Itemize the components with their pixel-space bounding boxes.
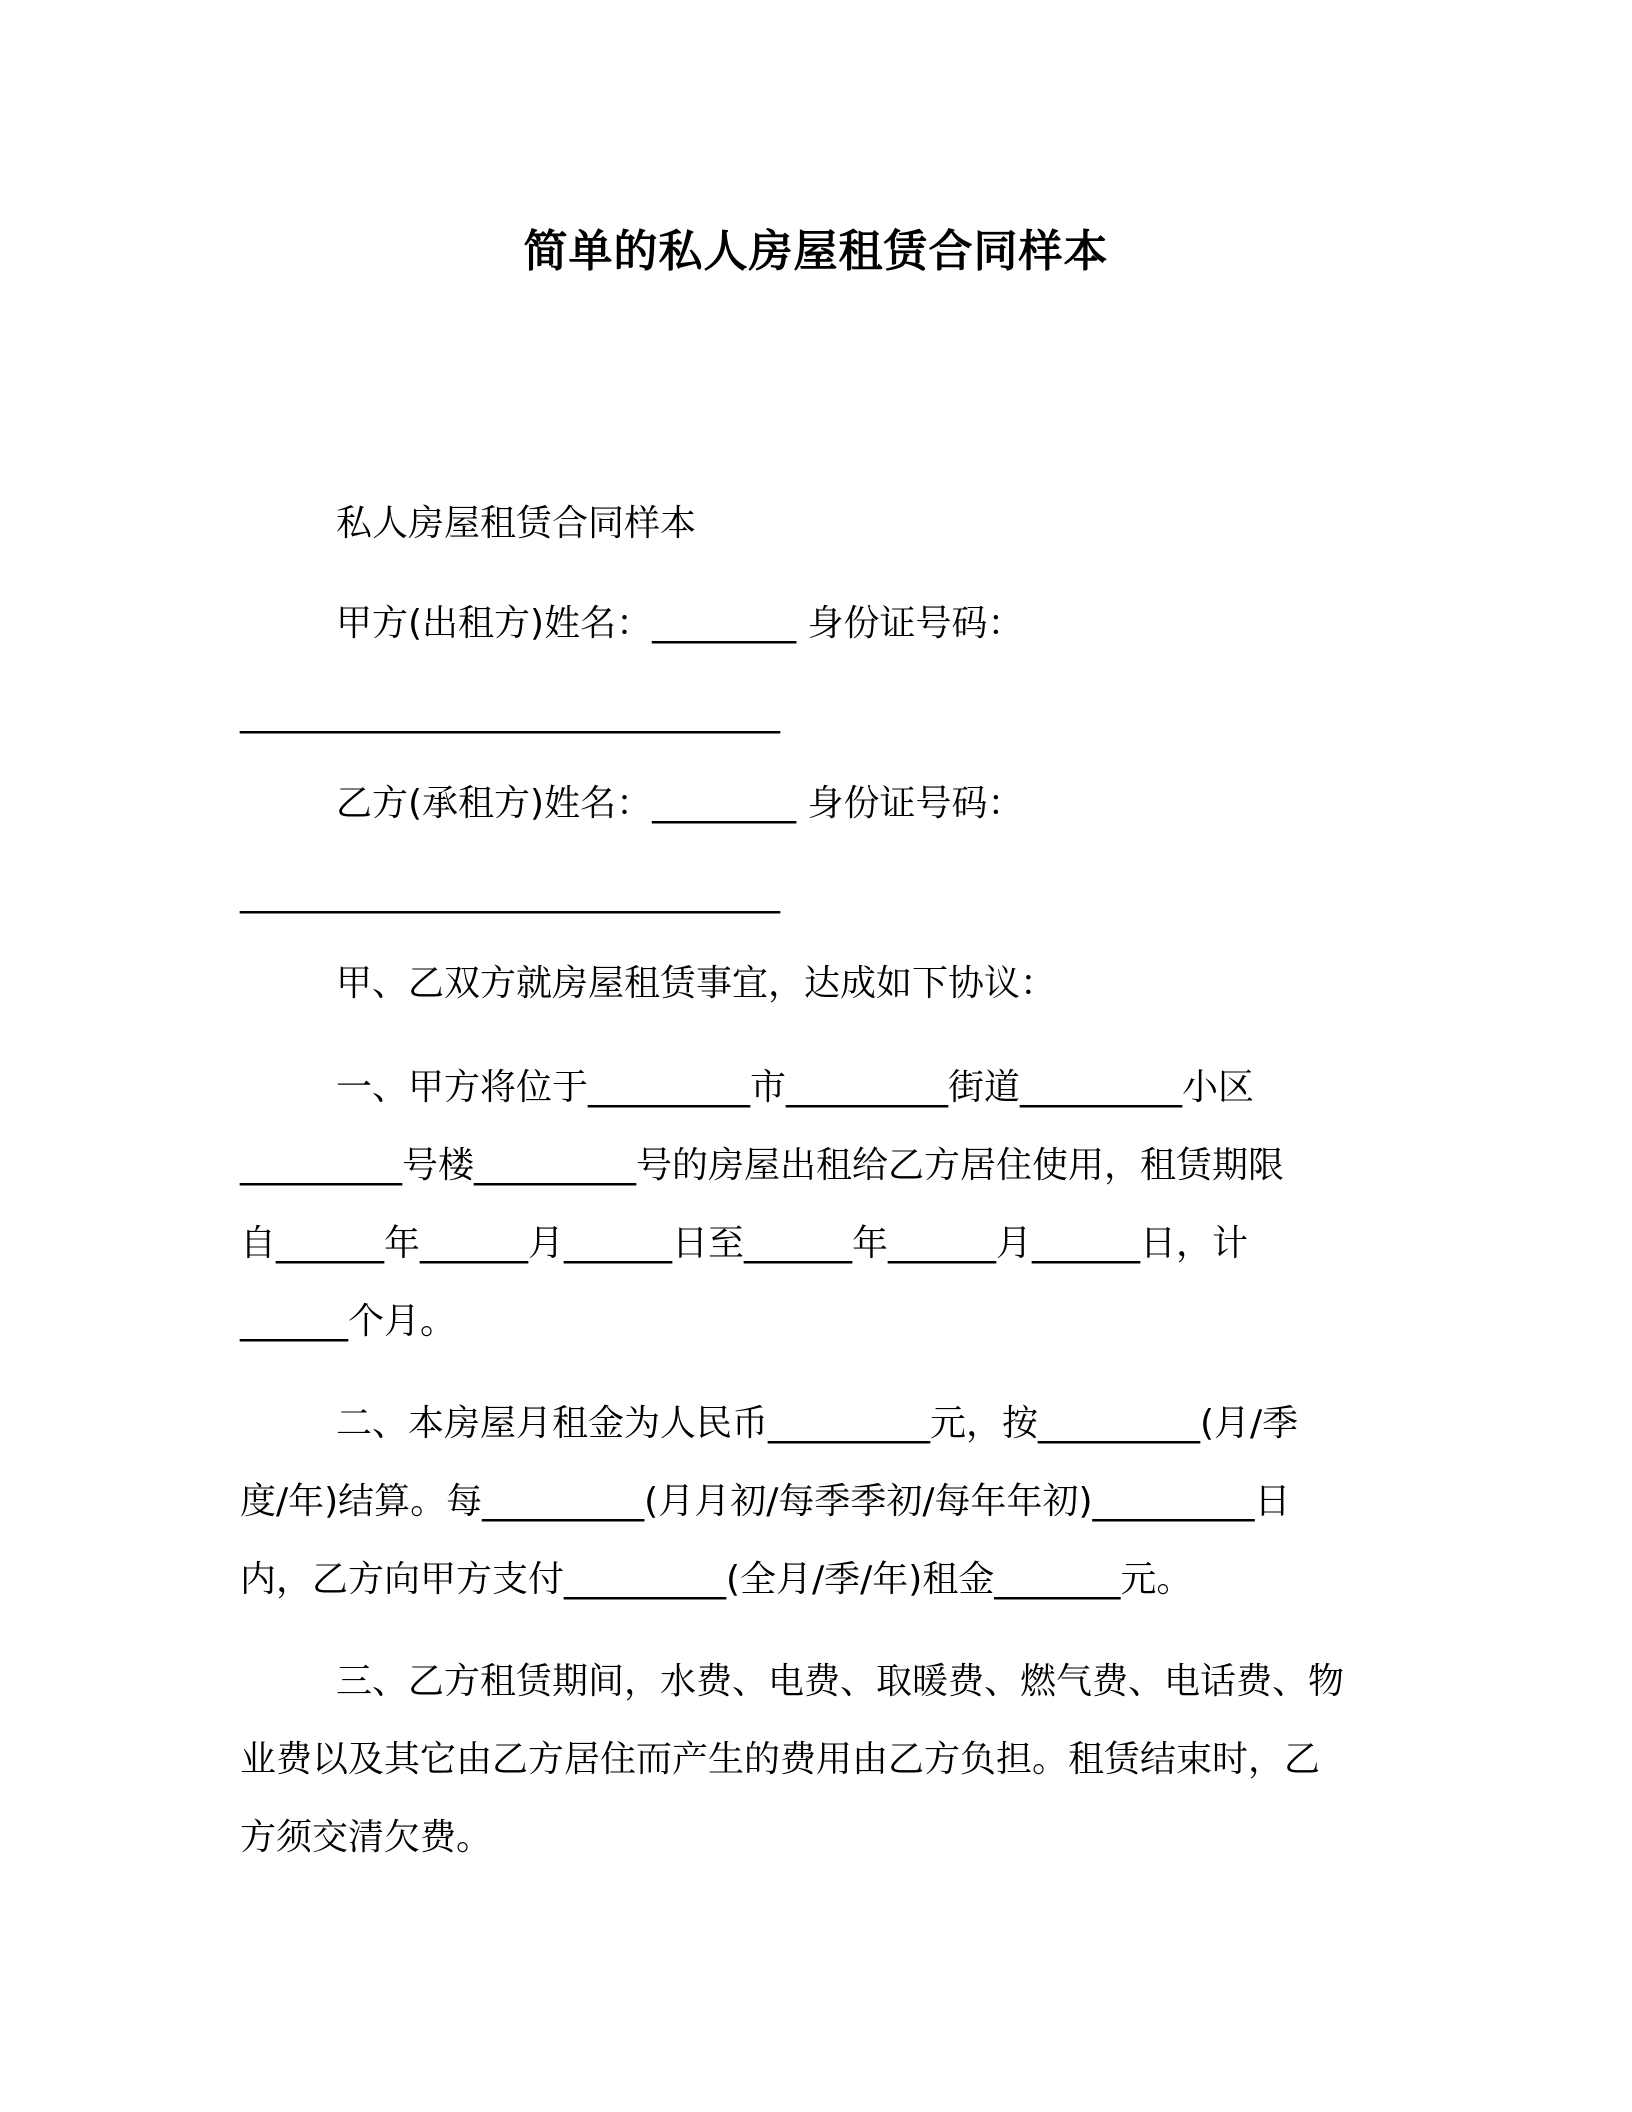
clause-1-line-2: _________号楼_________号的房屋出租给乙方居住使用，租赁期限 <box>240 1145 1285 1186</box>
clause-3-line-3: 方须交清欠费。 <box>240 1817 493 1858</box>
party-a-line: 甲方(出租方)姓名：________ 身份证号码： <box>336 603 1024 644</box>
subtitle-line: 私人房屋租赁合同样本 <box>336 503 697 544</box>
clause-2-line-1: 二、本房屋月租金为人民币_________元，按_________(月/季 <box>336 1403 1299 1444</box>
agreement-intro-line: 甲、乙双方就房屋租赁事宜，达成如下协议： <box>336 963 1057 1004</box>
clause-1-line-4: ______个月。 <box>240 1301 457 1342</box>
clause-2-line-2: 度/年)结算。每_________(月月初/每季季初/每年年初)_________日 <box>240 1481 1291 1522</box>
clause-2-line-3: 内，乙方向甲方支付_________(全月/季/年)租金_______元。 <box>240 1559 1193 1600</box>
party-b-line: 乙方(承租方)姓名：________ 身份证号码： <box>336 783 1024 824</box>
clause-3-line-2: 业费以及其它由乙方居住而产生的费用由乙方负担。租赁结束时，乙 <box>240 1739 1321 1780</box>
party-b-id-blank: ______________________________ <box>240 873 780 914</box>
clause-1-line-1: 一、甲方将位于_________市_________街道_________小区 <box>336 1067 1255 1108</box>
party-a-id-blank: ______________________________ <box>240 693 780 734</box>
clause-3-line-1: 三、乙方租赁期间，水费、电费、取暖费、燃气费、电话费、物 <box>336 1661 1345 1702</box>
document-title: 简单的私人房屋租赁合同样本 <box>523 226 1109 277</box>
clause-1-line-3: 自______年______月______日至______年______月______日，计 <box>240 1223 1249 1264</box>
